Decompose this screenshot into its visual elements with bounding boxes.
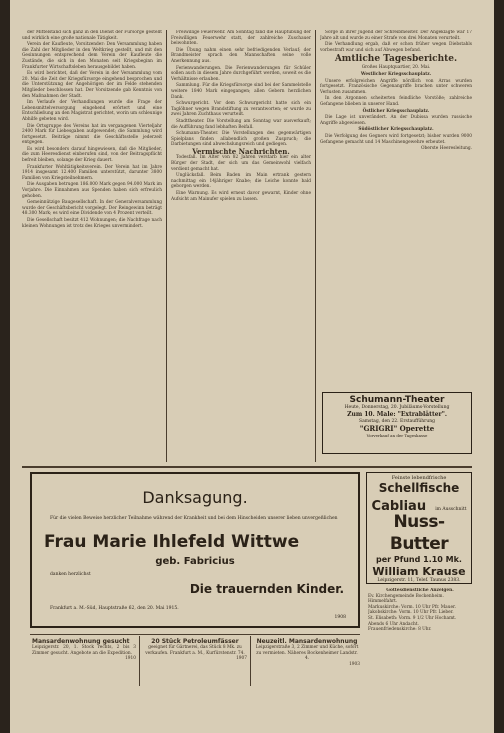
reports-theatre: Südöstlicher Kriegsschauplatz. [358,127,434,133]
horizontal-rule [30,634,360,635]
services-line: Markuskirche: Vorm. 10 Uhr Pfr. Mauer. [368,604,456,610]
ad-code: 1903 [349,661,360,667]
ad-code: 1910 [125,656,136,662]
paragraph: Todesfall. Im Alter von 82 Jahren verstarb hier ein alter Bürger der Stadt, der sich um das Gemeinwohl vielfach verdient gemacht hat. [171,155,311,172]
column-3 [320,30,472,385]
paragraph: Ferienwanderungen. Die Ferienwanderungen für Schüler sollen auch in diesem Jahre durchgeführt werden, soweit es die Verhältnisse erlauben. [171,65,311,82]
paragraph: Die Verhandlung ergab, daß er schon früher wegen Diebstahls vorbestraft war und sich auf Abwegen befand. [320,42,472,53]
classified-text: Leipzigerstr. 20, 1. Stock rechts, 2 bis 3 Zimmer gesucht. Angebote an die Expedition. [32,645,136,656]
paragraph: Es wird besonders darauf hingewiesen, daß die Mitglieder, die zum Heeresdienst einberufen sind, von der Beitragspflicht befreit bleiben, solange der Krieg dauert. [22,146,162,164]
paragraph: Gemeinnützige Baugesellschaft. In der Generalversammlung wurde der Geschäftsbericht vorgelegt. Der Reingewinn beträgt 48.300 Mark; es wird eine Dividende von 4 Prozent verteilt. [22,200,162,217]
ad-product: Nuss-Butter [389,512,449,554]
ad-merchant: William Krause [372,565,466,578]
ad-line: Samstag, den 22. Erstaufführung [359,419,435,424]
ad-headline: Schellfische [378,481,460,495]
paragraph: Unglücksfall. Beim Baden im Main ertrank gestern nachmittag ein 14jähriger Knabe; die Leiche konnte bald geborgen werden. [171,173,311,190]
services-line: Jakobskirche: Vorm. 10 Uhr Pfr. Lieber. [368,610,454,616]
section-heading: Vermischte Nachrichten. [192,146,290,156]
classified-title: Neuzeitl. Mansardenwohnung [256,638,358,645]
thanks-place-date: Frankfurt a. M.-Süd, Hauptstraße 62, den 20. Mai 1915. [50,606,179,611]
column-1 [22,30,162,455]
paragraph: Die Übung nahm einen sehr befriedigenden Verlauf; der Brandmeister sprach den Mannschaften seine volle Anerkennung aus. [171,47,311,64]
paragraph: Stadttheater. Die Vorstellung am Sonntag war ausverkauft; die Aufführung fand lebhaften Beifall. [171,118,311,130]
schumann-theater-ad [322,392,472,454]
paragraph: Die Verfolgung des Gegners wird fortgesetzt; bisher wurden 9000 Gefangene gemacht und 14 Maschinengewehre erbeutet. [320,133,472,145]
services-line: Abends 6 Uhr Andacht. [368,621,419,627]
classified-ad [143,638,247,686]
ad-price: per Pfund 1.10 Mk. [376,555,462,564]
paragraph: Die Gesellschaft besitzt 412 Wohnungen; die Nachfrage nach kleinen Wohnungen ist trotz des Krieges unvermindert. [22,218,162,229]
ad-code: 1908 [334,615,346,620]
column-divider [166,30,167,462]
fish-butter-ad [366,472,472,584]
classified-ad [32,638,136,686]
ad-line: "GRIGRI" Operette [359,424,435,433]
thanks-word: danken herzlichst [50,572,91,577]
ad-line: Heute, Donnerstag, 20. Jubiläums-Vorstellung [344,405,450,410]
reports-signature: Oberste Heeresleitung. [420,146,472,152]
thanks-notice [30,472,360,628]
paragraph: Sammlung. Für die Kriegsfürsorge sind bei der Sammelstelle weitere 1840 Mark eingegangen; allen Gebern herzlichen Dank. [171,83,311,100]
paragraph: Freiwillige Feuerwehr. Am Sonntag fand die Hauptübung der Freiwilligen Feuerwehr statt, der zahlreiche Zuschauer beiwohnten. [171,30,311,47]
paragraph: Frankfurter Wohltätigkeitsverein. Der Verein hat im Jahre 1914 insgesamt 12.400 Familien unterstützt, darunter 3800 Familien von Kriegsteilnehmern. [22,164,162,181]
ad-small-text: Feinste lebendfrische [391,475,447,481]
services-line: Himmelfahrt. [368,599,398,605]
paragraph: Schwurgericht. Vor dem Schwurgericht hatte sich ein Taglöhner wegen Brandstiftung zu verantworten; er wurde zu zwei Jahren Zuchthaus verurteilt. [171,101,311,118]
classified-title: 20 Stück Petroleumfässer [151,638,239,645]
newspaper-page [10,0,494,733]
paragraph: Unsere erfolgreichen Angriffe nördlich von Arras wurden fortgesetzt. Französische Gegenangriffe brachen unter schweren Verlusten zusammen. [320,78,472,95]
paragraph: Die Lage ist unverändert. An der Dubissa wurden russische Angriffe abgewiesen. [320,115,472,126]
ad-title: Schumann-Theater [349,395,445,405]
column-divider [250,636,251,686]
paragraph: Sorge in ihrer Jugend der Schreibmeister. Der Angeklagte war 17 Jahre alt und wurde zu einer Strafe von drei Monaten verurteilt. [320,30,472,41]
classified-title: Mansardenwohnung gesucht [32,638,130,645]
classified-text: geeignet für Gärtnerei, das Stück 8 Mk. zu verkaufen. Frankfurt a. M., Kurfürstenstr. 74. [145,645,245,656]
thanks-title: Danksagung. [142,488,248,507]
services-line: St. Elisabeth: Vorm. 9 1/2 Uhr Hochamt. [368,615,457,621]
paragraph: Die Ausgaben betrugen 186.000 Mark gegen 94.000 Mark im Vorjahre. Die Einnahmen aus Spenden haben sich erfreulich gehoben. [22,182,162,199]
services-line: Frauenfriedenskirche: 8 Uhr. [368,627,432,633]
paragraph: Verein der Kaufleute, Vorsitzender: Den Versammlung haben die Zahl der Mitglieder in den Weltkrieg gestellt, und mit den Gesinnungen entsprechend dem Verein der Kaufleute die Zustände, die sich in den Monaten seit Kriegsbeginn im Frankfurter Wirtschaftsleben herausgebildet haben. [22,42,162,70]
services-line: Ev. Kirchengemeinde Bockenheim. [368,593,444,599]
classified-ad [254,638,360,686]
ad-code: 1907 [236,656,247,662]
deceased-birthname: geb. Fabricius [155,556,235,567]
paragraph: Es wird berichtet, daß der Verein in der Versammlung vom 20. Mai die Zeit der Kriegsfürsorge eingehend besprochen und die Unterstützung der Angehörigen der im Felde stehenden Mitglieder beschlossen hat. Der Vorsitzende gab Kenntnis von den Maßnahmen der Stadt. [22,71,162,99]
thanks-signature: Die trauernden Kinder. [189,582,344,596]
deceased-name: Frau Marie Ihlefeld Wittwe [44,532,300,552]
horizontal-rule [22,466,472,468]
ad-address: Leipzigerstr. 11, Telef. Taunus 2383. [377,578,461,583]
ad-line: Vorverkauf an der Tageskasse [366,433,428,438]
ad-headline: Cabliau [371,499,427,514]
paragraph: der Mittelstand sich ganz in den Dienst der Fürsorge gestellt und wirklich eine große nationale Tätigkeit. [22,30,162,41]
ad-line: Zum 10. Male: "Extrablätter". [347,411,447,418]
church-services [368,588,472,688]
reports-subheading: Großes Hauptquartier, 20. Mai. [361,65,431,71]
column-divider [315,30,316,462]
column-divider [139,636,140,686]
column-2 [171,30,311,462]
paragraph: Eine Warnung. Es wird erneut davor gewarnt, Kinder ohne Aufsicht am Mainufer spielen zu lassen. [171,191,311,202]
paragraph: In den Argonnen scheiterten feindliche Vorstöße; zahlreiche Gefangene blieben in unserer Hand. [320,96,472,107]
reports-theatre: Westlicher Kriegsschauplatz. [360,71,432,77]
classified-text: Leipzigerstraße 3, 2 Zimmer und Küche, sofort zu vermieten. Näheres Bockenheimer Landstr. 4. [255,645,359,662]
ad-small-text: im Ausschnitt [435,507,467,512]
paragraph: Schumann-Theater. Die Vorstellungen des gegenwärtigen Spielplans finden allabendlich großen Zuspruch; die Darbietungen sind abwechslungsreich und gediegen. [171,131,311,148]
reports-heading: Amtliche Tagesberichte. [334,54,458,65]
paragraph: Im Verlaufe der Verhandlungen wurde die Frage der Lebensmittelversorgung eingehend erörtert und eine Entschließung an den Magistrat gerichtet, worin um schleunige Abhilfe gebeten wird. [22,100,162,122]
services-title: Gottesdienstliche Anzeigen. [386,588,454,593]
paragraph: Die Ortsgruppe des Vereins hat im vergangenen Vierteljahr 2400 Mark für Liebesgaben aufgewendet; die Sammlung wird fortgesetzt. Beiträge nimmt die Geschäftsstelle jederzeit entgegen. [22,123,162,146]
reports-theatre: Östlicher Kriegsschauplatz. [362,108,430,114]
thanks-intro: Für die vielen Beweise herzlicher Teilnahme während der Krankheit und bei dem Hinscheiden unserer lieben unvergeßlichen [50,516,338,521]
